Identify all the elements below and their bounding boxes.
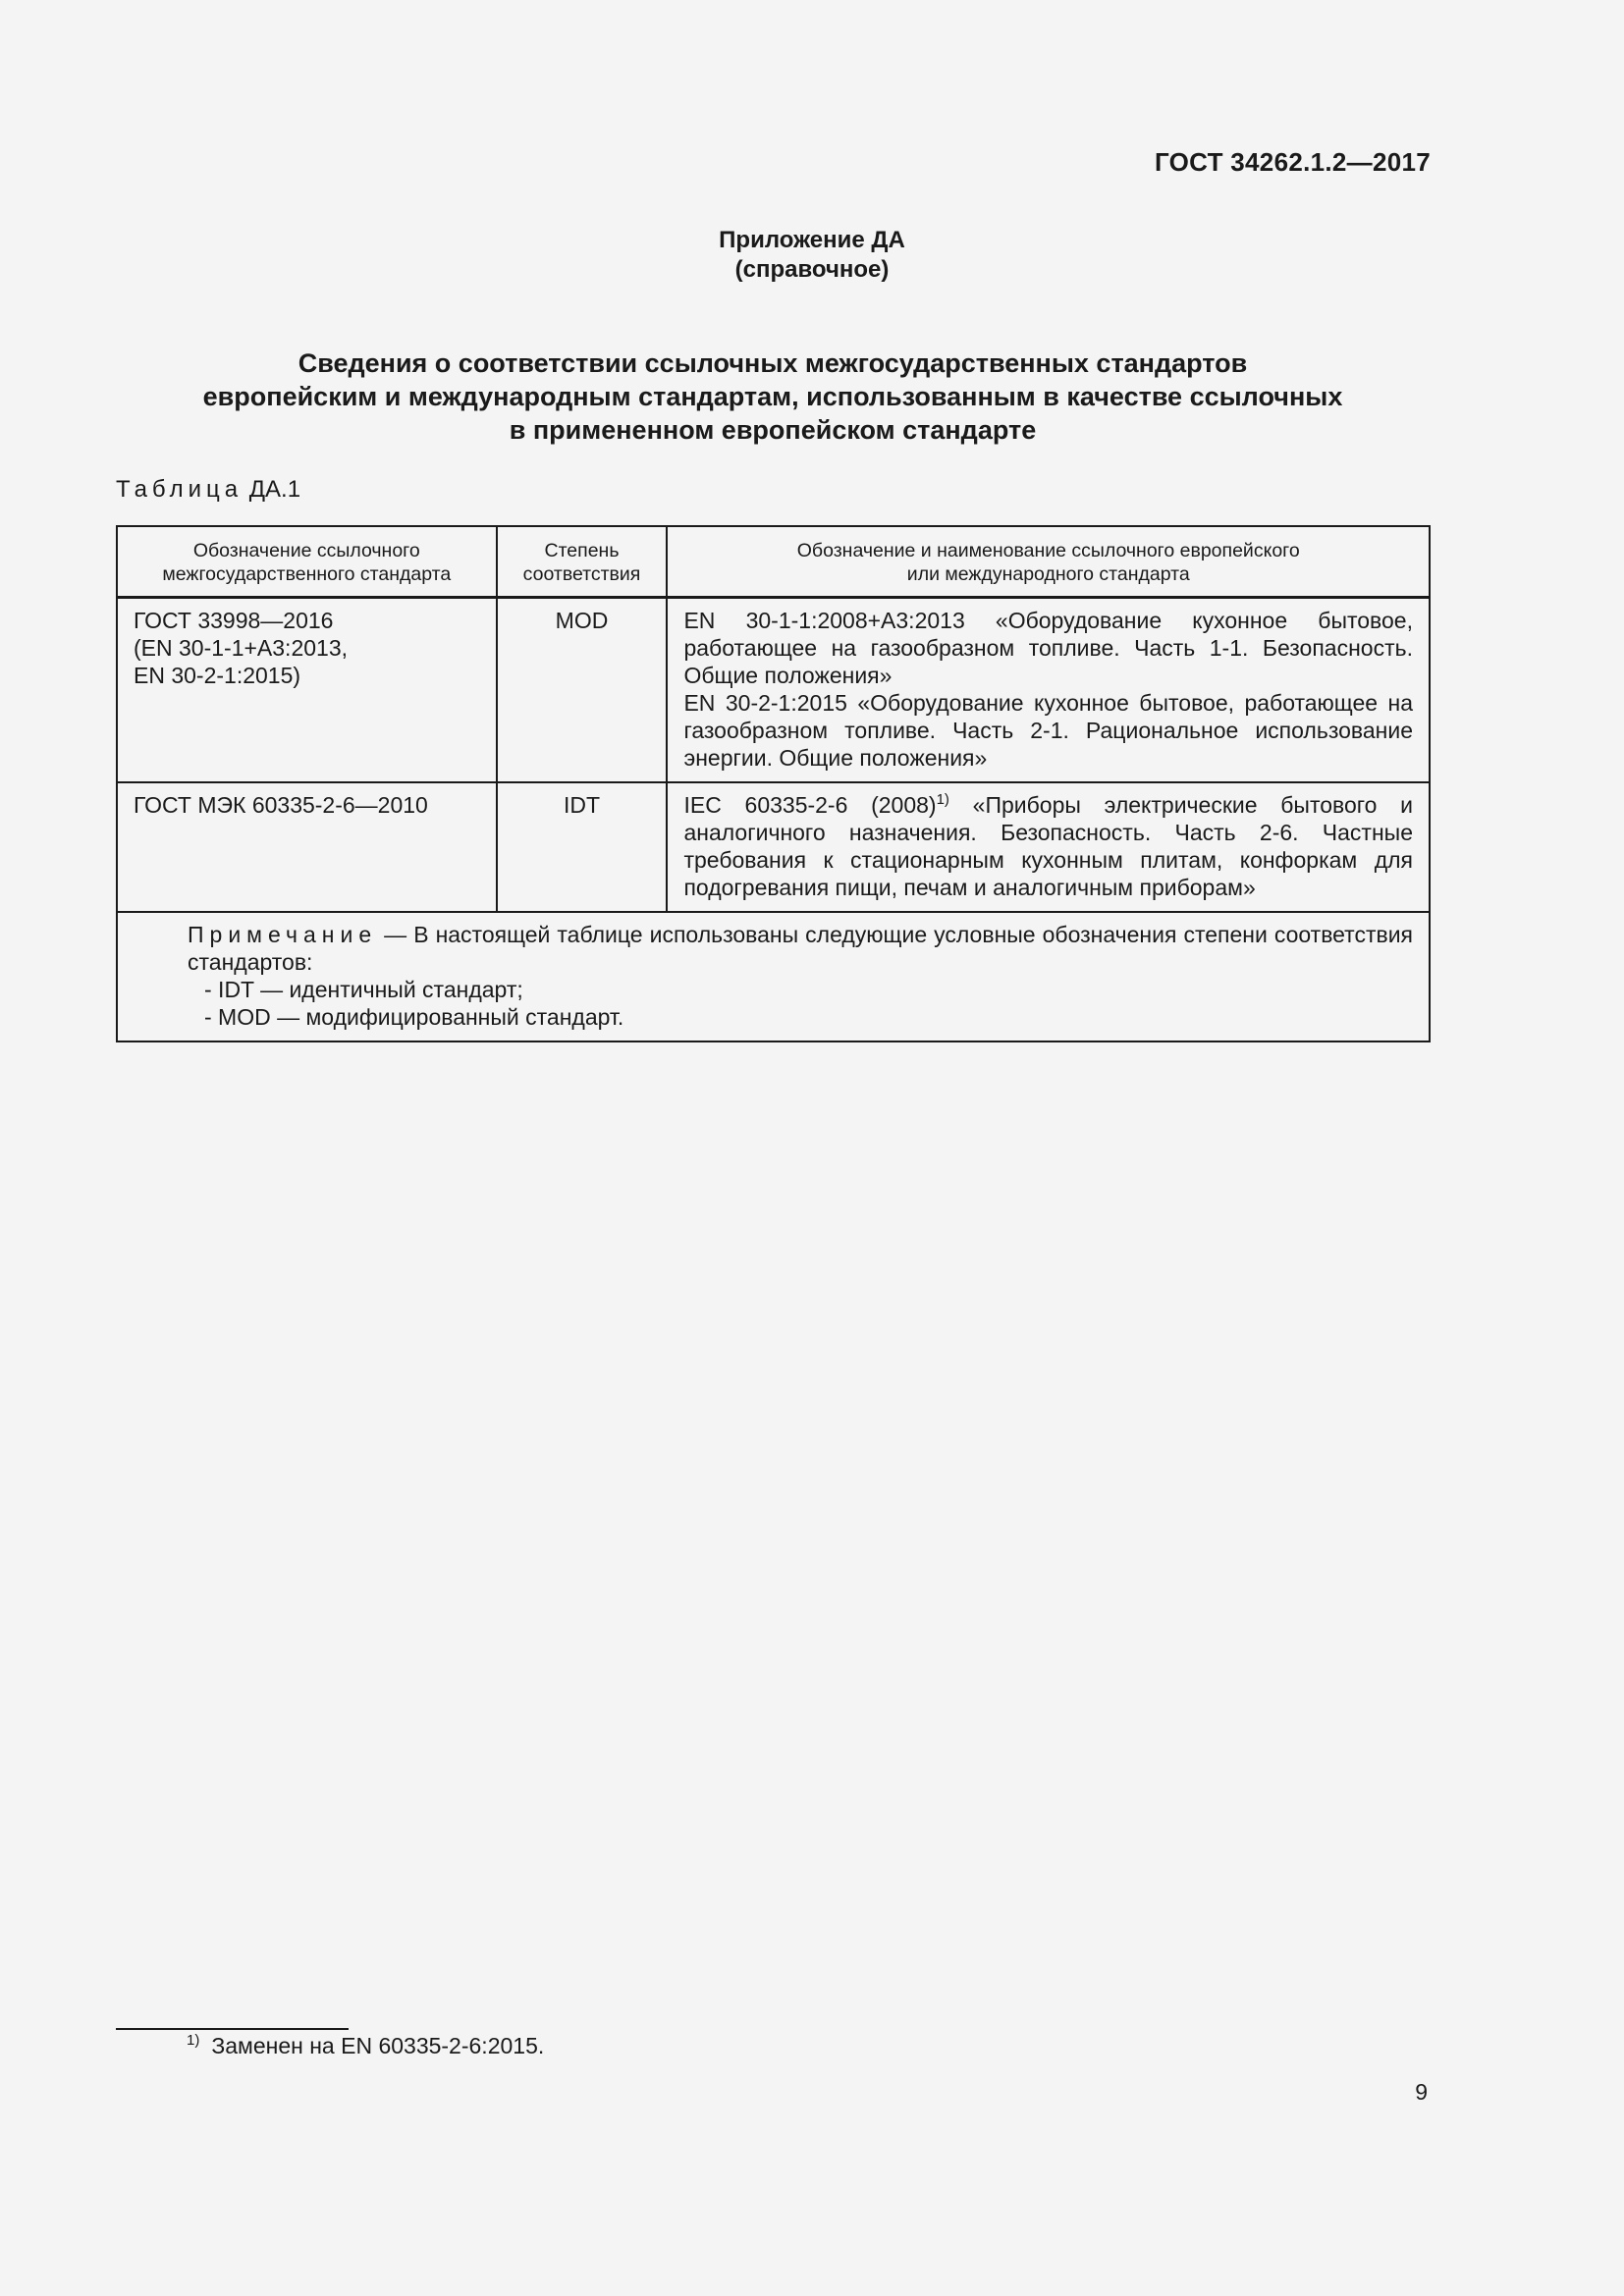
table-note-row (117, 912, 1430, 1041)
footnote-mark: 1) (187, 2032, 200, 2049)
footnote-text: Заменен на EN 60335-2-6:2015. (211, 2033, 545, 2058)
table-row (117, 598, 1430, 783)
note-item-idt: - IDT — идентичный стандарт; (204, 977, 523, 1002)
header-degree-line-2: соответствия (522, 563, 641, 585)
cell-gost (117, 782, 497, 912)
cell-note (117, 912, 1430, 1041)
table-caption-word: Таблица (116, 476, 244, 503)
degree-value: MOD (555, 608, 609, 633)
cell-gost (117, 598, 497, 783)
gost-designation: ГОСТ МЭК 60335-2-6—2010 (134, 792, 428, 818)
document-title-line-2: европейским и международным стандартам, использованным в качестве ссылочных (202, 382, 1343, 411)
appendix-heading (0, 226, 1624, 285)
footnote-reference-mark: 1) (936, 791, 949, 808)
table-row (117, 782, 1430, 912)
header-degree-line-1: Степень (544, 540, 620, 561)
reference-text: EN 30-2-1:2015 «Оборудование кухонное бытовое, работающее на газообразном топливе. Часть 2-1. Рациональное использование энергии. Общие положения» (683, 690, 1413, 771)
document-title-line-3: в примененном европейском стандарте (509, 415, 1037, 445)
reference-text: EN 30-1-1:2008+A3:2013 «Оборудование кухонное бытовое, работающее на газообразном топливе. Часть 1-1. Безопасность. Общие положения» (683, 608, 1413, 688)
table-caption-number: ДА.1 (248, 476, 301, 503)
header-reference-line-1: Обозначение и наименование ссылочного европейского (796, 540, 1300, 561)
gost-designation: ГОСТ 33998—2016 (134, 608, 334, 633)
table-header-row (117, 526, 1430, 598)
header-reference (667, 526, 1430, 598)
gost-designation-detail: (EN 30-1-1+A3:2013, (134, 635, 348, 661)
document-title-line-1: Сведения о соответствии ссылочных межгосударственных стандартов (298, 348, 1248, 378)
cell-degree (497, 598, 668, 783)
table-caption (116, 476, 300, 504)
header-degree (497, 526, 668, 598)
cell-reference (667, 782, 1430, 912)
document-title (0, 347, 1545, 447)
note-dash: — (384, 922, 407, 947)
note-item-mod: - MOD — модифицированный стандарт. (204, 1004, 624, 1030)
note-paragraph (134, 921, 1413, 976)
page-number: 9 (1415, 2079, 1428, 2105)
cell-reference (667, 598, 1430, 783)
header-gost-line-2: межгосударственного стандарта (162, 563, 452, 585)
note-text: В настоящей таблице использованы следующие условные обозначения степени соответствия стандартов: (188, 922, 1414, 975)
header-gost (117, 526, 497, 598)
header-reference-line-2: или международного стандарта (906, 563, 1190, 585)
gost-designation-detail: EN 30-2-1:2015) (134, 663, 301, 688)
reference-text: «Приборы электрические бытового и аналогичного назначения. Безопасность. Часть 2-6. Частные требования к стационарным кухонным плитам, конфоркам для подогревания пищи, печам и аналогичным приборам» (683, 792, 1414, 900)
header-gost-line-1: Обозначение ссылочного (192, 540, 420, 561)
footnote (187, 2033, 544, 2059)
standard-code: ГОСТ 34262.1.2—2017 (1154, 147, 1431, 177)
appendix-title: Приложение ДА (719, 227, 905, 253)
cell-degree (497, 782, 668, 912)
standards-table (116, 525, 1431, 1042)
appendix-subtitle: (справочное) (734, 256, 890, 283)
reference-code: IEC 60335-2-6 (2008) (683, 792, 937, 818)
footnote-divider (116, 2028, 349, 2030)
degree-value: IDT (563, 792, 601, 818)
note-label: Примечание (188, 922, 378, 947)
